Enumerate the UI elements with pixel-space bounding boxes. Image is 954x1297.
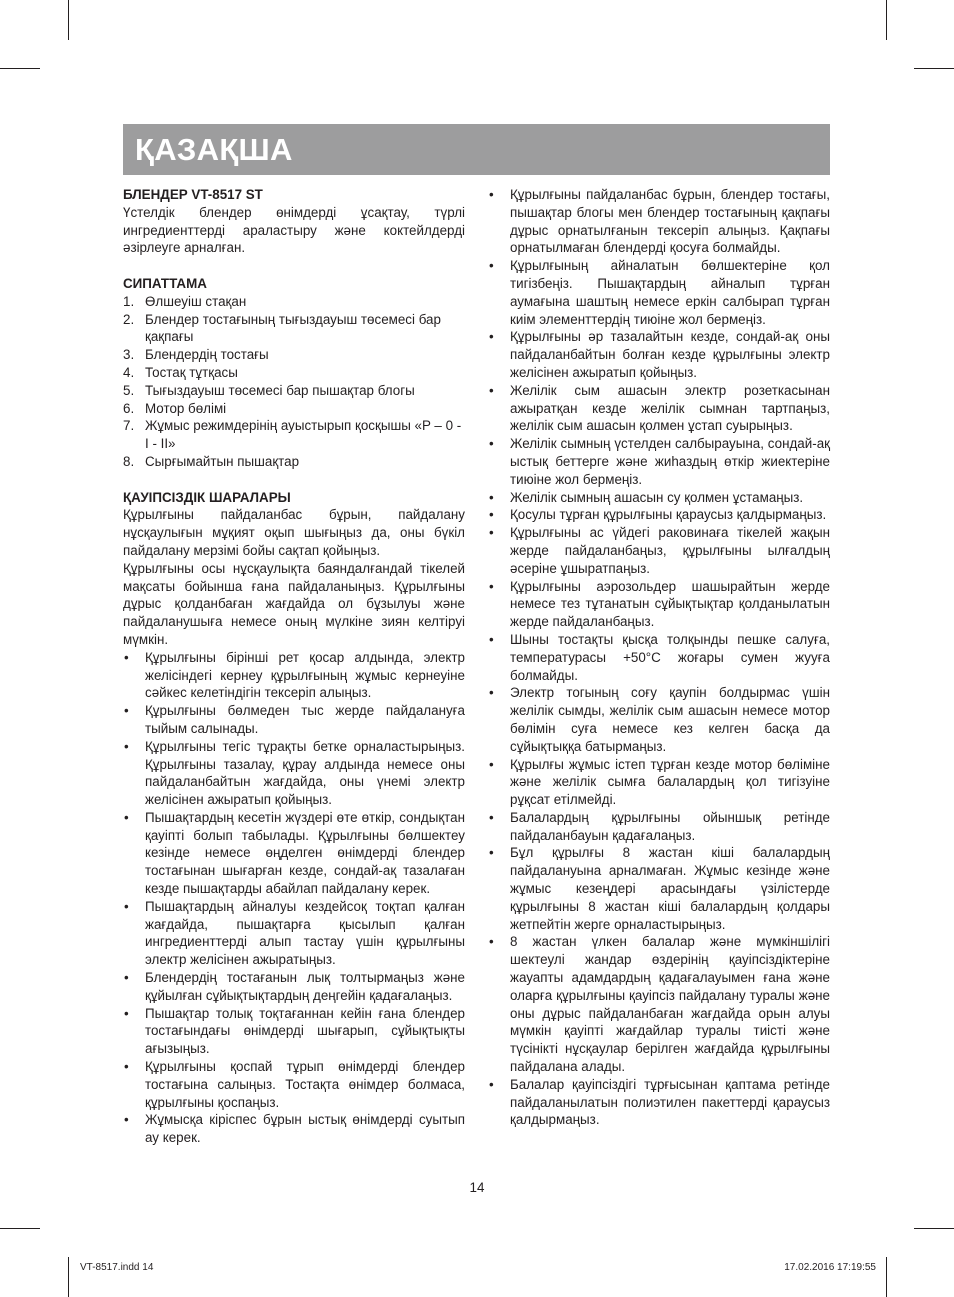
safety-paragraph: Құрылғыны осы нұсқаулықта баяндалғандай тікелей мақсаты бойынша ғана пайдаланыңыз. Құрылғыны дұрыс қолданбаған жағдайда ол бұзылуы және пайдаланушыға немесе оның мүлкіне зиян келтіруі мүмкін. (123, 560, 465, 647)
description-list (123, 293, 465, 471)
list-item: 3. Блендердің тостағы (123, 347, 269, 363)
list-item (488, 489, 830, 507)
bullet-mark: • (489, 329, 494, 345)
bullet-mark: • (489, 809, 494, 825)
bullet-mark: • (124, 809, 129, 825)
crop-mark (0, 1228, 40, 1229)
bullet-mark: • (124, 703, 129, 719)
bullet-mark: • (124, 1005, 129, 1021)
list-item-text: Желілік сымның ашасын су қолмен ұстамаңыз. (510, 489, 804, 505)
list-item (488, 257, 830, 328)
bullet-mark: • (489, 507, 494, 523)
list-item: 6. Мотор бөлімі (123, 400, 227, 416)
list-item-text: Пышақтардың кесетін жүздері өте өткір, сондықтан қауіпті болып табылады. Құрылғыны бөлшектеу кезінде немесе өңделген өнімдерді блендер тостағынан шығарған кезде, сондай-ақ тазалаған кезде пышақтарды абайлап пайдалану керек. (145, 809, 465, 897)
list-item (123, 1005, 465, 1058)
list-item-text: Электр тогының соғу қаупін болдырмас үшін желілік сымды, желілік сым ашасын немесе мотор бөлімін суға немесе кез келген басқа да сұйықтыққа батырмаңыз. (510, 685, 830, 754)
bullet-mark: • (489, 258, 494, 274)
bullet-mark: • (489, 578, 494, 594)
safety-paragraph: Құрылғыны пайдаланбас бұрын, пайдалану нұсқаулығын мұқият оқып шығыңыз да, оны бүкіл пайдалану мерзімі бойы сақтап қойыңыз. (123, 507, 465, 558)
list-item-text: Пышақтардың айналуы кездейсоқ тоқтап қалған жағдайда, пышақтарға қысылып қалған ингредиенттерді алып тастау үшін құрылғыны электр желісінен ажыратыңыз. (145, 898, 465, 968)
bullet-mark: • (124, 1112, 129, 1128)
bullet-mark: • (489, 436, 494, 452)
list-item (488, 684, 830, 755)
list-item-text: Құрылғыны пайдаланбас бұрын, блендер тостағы, пышақтар блогы мен блендер тостағының қақпағы дұрыс орнатылғанын тексеріп алыңыз. Қақпағы орнатылмаған блендерді қосуға болмайды. (510, 187, 830, 256)
crop-mark (68, 1257, 69, 1297)
list-item-text: Балалардың құрылғыны ойыншық ретінде пайдаланбауын қадағалаңыз. (510, 809, 830, 843)
bullet-mark: • (124, 898, 129, 914)
list-item (488, 382, 830, 435)
safety-list-right (488, 186, 830, 1129)
list-item-text: Желілік сымның үстелден салбырауына, сондай-ақ ыстық беттерге және жиһаздың өткір жиектеріне тиюіне жол бермеңіз. (510, 436, 830, 487)
crop-mark (914, 1228, 954, 1229)
list-item-text: Шыны тостақты қысқа толқынды пешке салуға, температурасы +50°С жоғары сумен жууға болмайды. (510, 631, 830, 683)
list-item-text: Бұл құрылғы 8 жастан кіші балалардың пайдалануына арналмаған. Жұмыс кезінде және жұмыс кезеңдері арасындағы үзілістерде құрылғыны 8 жастан кіші балалардың қолдары жетпейтін жерге орналастырыңыз. (510, 845, 830, 932)
safety-heading: ҚАУІПСІЗДІК ШАРАЛАРЫ (123, 489, 291, 505)
list-item-text: Құрылғыны әр тазалайтын кезде, сондай-ақ оны пайдаланбайтын болған кезде құрылғыны электр желісінен ажыратып қойыңыз. (510, 329, 830, 380)
language-title: ҚАЗАҚША (135, 132, 293, 167)
bullet-mark: • (489, 525, 494, 541)
bullet-mark: • (124, 738, 129, 754)
product-intro: Үстелдік блендер өнімдерді ұсақтау, түрлі ингредиенттерді араластыру және коктейлдерді әзірлеуге арналған. (123, 204, 465, 256)
list-item (488, 328, 830, 381)
list-item-text: Пышақтар толық тоқтағаннан кейін ғана блендер тостағындағы өнімдерді шығарып, сұйықтықты ағызыңыз. (145, 1005, 465, 1057)
safety-list-left (123, 649, 465, 1147)
list-item-text: Құрылғыны бөлмеден тыс жерде пайдалануға тыйым салынады. (145, 703, 465, 736)
list-item (488, 435, 830, 488)
list-item-text: Құрылғыны ас үйдегі раковинаға тікелей жақын жерде пайдаланбаңыз, құрылғыны ылғалдың әсеріне ұшыратпаңыз. (510, 525, 830, 576)
product-title: БЛЕНДЕР VT-8517 ST (123, 187, 263, 202)
list-item: 1. Өлшеуіш стақан (123, 293, 247, 309)
description-heading: СИПАТТАМА (123, 275, 207, 291)
left-column (123, 186, 465, 1147)
bullet-mark: • (489, 685, 494, 701)
list-item (488, 524, 830, 577)
list-item-text: 8 жастан үлкен балалар және мүмкіншілігі шектеулі жандар өздерінің қауіпсіздіктеріне жауапты адамдардың қадағалауымен ғана және оларға құрылғыны қауіпсіз пайдалану туралы және оны дұрыс пайдаланбаған жағдайда орын алуы мүмкін қауіпті жағдайлар туралы тиісті және түсінікті нұсқаулар берілген жағдайда құрылғыны пайдалана алады. (510, 934, 830, 1075)
list-item: 2. Блендер тостағының тығыздауыш төсемесі бар қақпағы (123, 311, 441, 345)
page-number: 14 (469, 1180, 485, 1195)
print-timestamp: 17.02.2016 17:19:55 (784, 1262, 876, 1273)
list-item (488, 809, 830, 845)
list-item (123, 1058, 465, 1111)
list-item (488, 578, 830, 631)
list-item (123, 738, 465, 809)
bullet-mark: • (489, 1076, 494, 1092)
list-item-text: Құрылғы жұмыс істеп тұрған кезде мотор бөліміне және желілік сымға балалардың қол тигізуіне рұқсат етілмейді. (510, 756, 830, 808)
list-item-text: Балалар қауіпсіздігі тұрғысынан қаптама ретінде пайдаланылатын полиэтилен пакеттерді қараусыз қалдырмаңыз. (510, 1076, 830, 1128)
list-item (123, 649, 465, 702)
bullet-mark: • (489, 382, 494, 398)
list-item (488, 506, 830, 524)
list-item (123, 809, 465, 898)
list-item (123, 702, 465, 738)
language-header-band (123, 124, 830, 175)
list-item (123, 1111, 465, 1147)
list-item-text: Құрылғыны қоспай тұрып өнімдерді блендер тостағына салыңыз. Тостақта өнімдер болмаса, құрылғыны қоспаңыз. (145, 1059, 465, 1110)
bullet-mark: • (489, 845, 494, 861)
crop-mark (886, 1257, 887, 1297)
list-item: 7. Жұмыс режимдерінің ауыстырып қосқышы «P – 0 - I - II» (123, 418, 462, 452)
bullet-mark: • (489, 934, 494, 950)
list-item-text: Құрылғыны аэрозольдер шашырайтын жерде немесе тез тұтанатын сұйықтықтар қолданылатын жерде пайдаланбаңыз. (510, 578, 830, 630)
right-column (488, 186, 830, 1129)
list-item (123, 898, 465, 969)
list-item (488, 631, 830, 684)
list-item-text: Жұмысқа кіріспес бұрын ыстық өнімдерді суытып ау керек. (145, 1112, 465, 1146)
crop-mark (886, 0, 887, 40)
list-item-text: Құрылғының айналатын бөлшектеріне қол тигізбеңіз. Пышақтардың айналып тұрған аумағына шаштың немесе еркін салбырап тұрған киім элементтердің тиюіне жол бермеңіз. (510, 258, 830, 327)
list-item-text: Құрылғыны тегіс тұрақты бетке орналастырыңыз. Құрылғыны тазалау, құрау алдында немесе оны пайдаланбайтын жағдайда, оны үнемі электр желісінен ажыратып қойыңыз. (145, 738, 465, 808)
bullet-mark: • (489, 631, 494, 647)
list-item (488, 756, 830, 809)
list-item-text: Блендердің тостағанын лық толтырмаңыз және құйылған сұйықтықтардың деңгейін қадағалаңыз. (145, 970, 465, 1003)
bullet-mark: • (124, 970, 129, 986)
crop-mark (0, 68, 40, 69)
list-item-text: Қосулы тұрған құрылғыны қараусыз қалдырмаңыз. (510, 507, 827, 523)
list-item: 5. Тығыздауыш төсемесі бар пышақтар блогы (123, 382, 415, 398)
list-item (488, 186, 830, 257)
crop-mark (68, 0, 69, 40)
list-item (488, 1076, 830, 1129)
list-item (123, 969, 465, 1005)
bullet-mark: • (489, 187, 494, 202)
crop-mark (914, 68, 954, 69)
list-item (488, 933, 830, 1075)
list-item: 4. Тостақ тұтқасы (123, 364, 238, 380)
list-item (488, 844, 830, 933)
list-item: 8. Сырғымайтын пышақтар (123, 453, 300, 469)
list-item-text: Желілік сым ашасын электр розеткасынан ажыратқан кезде желілік сымнан тартпаңыз, желілік сым ашасын қолмен ұстап суырыңыз. (510, 382, 830, 434)
file-slug: VT-8517.indd 14 (80, 1262, 154, 1273)
bullet-mark: • (489, 756, 494, 772)
bullet-mark: • (124, 649, 129, 665)
bullet-mark: • (489, 489, 494, 505)
list-item-text: Құрылғыны бірінші рет қосар алдында, электр желісіндегі кернеу құрылғының жұмыс кернеуіне сәйкес келетіндігін тексеріп алыңыз. (145, 649, 465, 701)
bullet-mark: • (124, 1059, 129, 1075)
